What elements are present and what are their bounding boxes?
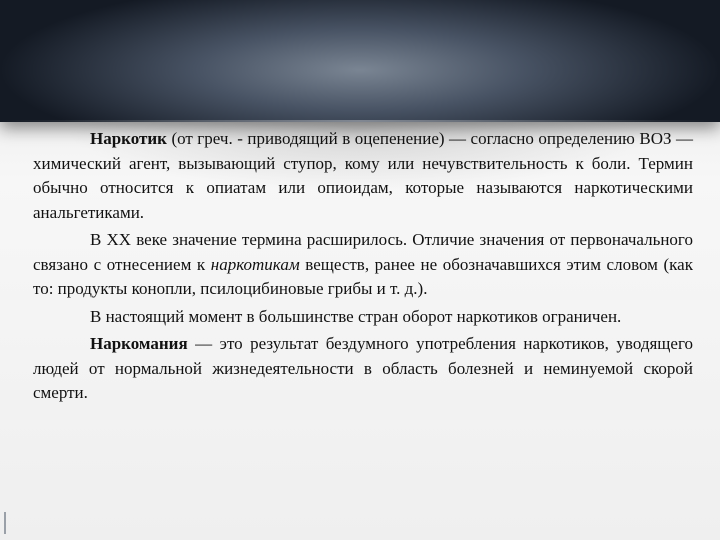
paragraph-text: В XX веке значение термина расширилось. Отличие значения от первоначального связано с отнесением к: [33, 230, 693, 274]
paragraph-text: (от греч. - приводящий в оцепенение) — согласно определению ВОЗ — химический агент, вызывающий ступор, кому или нечувствительность к боли. Термин обычно относится к опиатам или опиоидам, которые называются наркотическими анальгетиками.: [33, 129, 693, 222]
italic-word: наркотикам: [210, 254, 300, 274]
term-narkomaniya: Наркомания: [90, 334, 188, 353]
corner-decoration: [4, 512, 6, 534]
header-banner: [0, 0, 720, 122]
paragraph-text: — это результат бездумного употребления наркотиков, уводящего людей от нормальной жизнедеятельности в область болезней и неминуемой скорой смерти.: [33, 334, 693, 402]
term-narkotik: Наркотик: [90, 129, 167, 148]
slide-body-text: [33, 127, 693, 409]
paragraph-narkotik: [33, 127, 693, 225]
paragraph-regulation: [33, 305, 693, 330]
paragraph-text: В настоящий момент в большинстве стран оборот наркотиков ограничен.: [90, 306, 622, 326]
paragraph-text: веществ, ранее не обозначавшихся этим словом (как то: продукты конопли, псилоцибиновые грибы и т. д.).: [33, 254, 693, 298]
paragraph-history: [33, 228, 693, 302]
paragraph-narkomaniya: [33, 332, 693, 406]
